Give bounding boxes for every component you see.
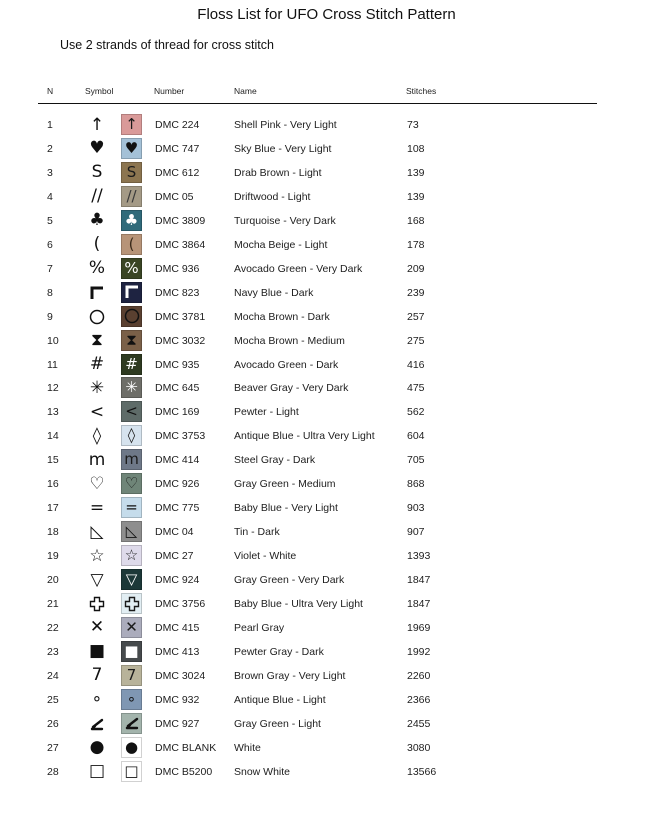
row-number: 15 [47,454,59,467]
color-swatch: ✕ [121,617,142,638]
floss-number: DMC 3032 [155,334,206,347]
row-number: 25 [47,693,59,706]
cross-outline-icon [86,594,108,614]
row-number: 8 [47,286,53,299]
heart-icon: ♥ [89,138,105,159]
table-row [0,448,653,472]
table-row [0,472,653,496]
header-divider [38,103,597,104]
instructions: Use 2 strands of thread for cross stitch [60,38,274,52]
floss-number: DMC 3864 [155,238,206,251]
row-number: 4 [47,190,53,203]
column-header-symbol: Symbol [85,86,114,96]
floss-name: Navy Blue - Dark [234,286,314,299]
row-number: 21 [47,598,59,610]
row-number: 13 [47,406,59,419]
table-row [0,664,653,688]
color-swatch [121,713,142,734]
row-number: 10 [47,334,59,347]
floss-number: DMC 775 [155,502,200,515]
row-number: 5 [47,214,53,227]
stitch-count: 416 [407,358,425,371]
row-number: 20 [47,574,59,587]
color-swatch [121,593,142,614]
stitch-count: 168 [407,214,425,227]
floss-name: Turquoise - Very Dark [234,214,336,227]
less-than-icon: < [89,401,105,422]
percent-icon: % [88,258,106,279]
page-title: Floss List for UFO Cross Stitch Pattern [197,6,456,23]
row-number: 24 [47,669,59,682]
color-swatch: ∘ [121,689,142,710]
color-swatch [121,306,142,327]
hourglass-icon: ⧗ [91,330,103,351]
double-slash-icon: // [91,186,103,207]
stitch-count: 2366 [407,693,431,706]
x-mark-icon: ✕ [89,617,105,638]
floss-name: Drab Brown - Light [234,166,322,179]
floss-name: Mocha Beige - Light [234,238,328,251]
floss-number: DMC 169 [155,406,200,419]
table-row [0,209,653,233]
table-row [0,712,653,736]
filled-circle-icon: ● [89,737,105,758]
color-swatch: = [121,497,142,518]
table-row [0,592,653,616]
stitch-count: 275 [407,334,425,347]
floss-name: Beaver Gray - Very Dark [234,382,349,395]
stitch-count: 868 [407,478,425,491]
row-number: 3 [47,166,53,179]
floss-name: Mocha Brown - Medium [234,334,345,347]
color-swatch: ■ [121,641,142,662]
color-swatch: □ [121,761,142,782]
heart-outline-icon: ♡ [89,473,105,494]
column-header-n: N [47,86,54,96]
floss-name: Gray Green - Very Dark [234,574,345,587]
table-row [0,688,653,712]
row-number: 17 [47,502,59,515]
equals-icon: = [89,497,105,518]
seven-icon: 7 [91,665,103,686]
left-paren-icon: ( [93,234,101,255]
table-row [0,640,653,664]
floss-number: DMC 924 [155,574,200,587]
color-swatch: ✳ [121,377,142,398]
color-swatch: ♣ [121,210,142,231]
floss-number: DMC 935 [155,358,200,371]
column-header-name: Name [234,86,257,96]
small-circle-icon: ∘ [91,689,103,710]
floss-number: DMC 414 [155,454,200,467]
color-swatch [121,282,142,303]
row-number: 12 [47,382,59,395]
stitch-count: 257 [407,310,425,323]
color-swatch: ◺ [121,521,142,542]
stitch-count: 1969 [407,621,431,634]
color-swatch: % [121,258,142,279]
row-number: 9 [47,310,53,323]
row-number: 18 [47,526,59,539]
floss-number: DMC 04 [155,526,194,539]
table-row [0,520,653,544]
square-filled-icon: ■ [88,641,106,662]
column-header-number: Number [154,86,185,96]
table-row [0,616,653,640]
floss-name: Pearl Gray [234,621,285,634]
stitch-count: 1992 [407,645,431,658]
floss-name: Violet - White [234,550,297,563]
row-number: 23 [47,645,59,658]
color-swatch: ♥ [121,138,142,159]
floss-number: DMC 3809 [155,214,206,227]
stitch-count: 1847 [407,574,431,587]
hash-icon: # [89,354,105,374]
stitch-count: 907 [407,526,425,539]
asterisk-icon: ✳ [89,377,105,398]
floss-name: Pewter Gray - Dark [234,645,324,658]
table-row [0,544,653,568]
table-row [0,281,653,305]
floss-number: DMC 27 [155,550,194,563]
color-swatch: ● [121,737,142,758]
color-swatch: ▽ [121,569,142,590]
up-arrow-icon: ↑ [89,114,105,135]
floss-name: Tin - Dark [234,526,280,539]
floss-name: Pewter - Light [234,406,299,419]
floss-number: DMC 224 [155,119,200,131]
color-swatch: 7 [121,665,142,686]
row-number: 6 [47,238,53,251]
floss-number: DMC B5200 [155,765,213,778]
floss-number: DMC 612 [155,166,200,179]
table-row [0,353,653,377]
stitch-count: 239 [407,286,425,299]
stitch-count: 3080 [407,741,431,754]
color-swatch: m [121,449,142,470]
floss-number: DMC 3756 [155,598,206,610]
table-row [0,161,653,185]
table-row [0,305,653,329]
table-row [0,568,653,592]
row-number: 19 [47,550,59,563]
floss-number: DMC 3753 [155,430,206,443]
floss-name: Antique Blue - Ultra Very Light [234,430,375,443]
table-row [0,400,653,424]
square-outline-icon: □ [88,761,106,782]
row-number: 1 [47,119,53,131]
floss-number: DMC 05 [155,190,194,203]
floss-number: DMC 415 [155,621,200,634]
stitch-count: 1393 [407,550,431,563]
floss-number: DMC 823 [155,286,200,299]
floss-name: Mocha Brown - Dark [234,310,330,323]
table-row [0,233,653,257]
floss-name: Shell Pink - Very Light [234,119,337,131]
stitch-count: 178 [407,238,425,251]
diamond-outline-icon: ◊ [92,425,102,446]
color-swatch: ♡ [121,473,142,494]
floss-number: DMC 413 [155,645,200,658]
floss-name: Antique Blue - Light [234,693,326,706]
floss-name: Avocado Green - Very Dark [234,262,363,275]
table-row [0,424,653,448]
stitch-count: 705 [407,454,425,467]
floss-name: Gray Green - Light [234,717,321,730]
floss-name: Gray Green - Medium [234,478,336,491]
stitch-count: 2260 [407,669,431,682]
floss-name: Sky Blue - Very Light [234,142,332,155]
stitch-count: 73 [407,119,419,131]
stitch-count: 108 [407,142,425,155]
stitch-count: 2455 [407,717,431,730]
row-number: 11 [47,358,58,371]
floss-name: Brown Gray - Very Light [234,669,346,682]
floss-number: DMC 926 [155,478,200,491]
club-icon: ♣ [89,210,105,231]
column-header-stitches: Stitches [406,86,437,96]
check-stroke-icon [86,714,108,734]
row-number: 14 [47,430,59,443]
table-row [0,760,653,784]
stitch-count: 475 [407,382,425,395]
floss-name: Steel Gray - Dark [234,454,316,467]
star-outline-icon: ☆ [89,545,105,566]
stitch-count: 209 [407,262,425,275]
stitch-count: 13566 [407,765,437,778]
stitch-count: 604 [407,430,425,443]
table-row [0,257,653,281]
color-swatch: ↑ [121,114,142,135]
table-row [0,736,653,760]
color-swatch: # [121,354,142,375]
color-swatch: S [121,162,142,183]
floss-number: DMC BLANK [155,741,217,754]
row-number: 27 [47,741,59,754]
row-number: 22 [47,621,59,634]
table-row [0,185,653,209]
letter-s-icon: S [91,162,103,183]
floss-name: Driftwood - Light [234,190,311,203]
stitch-count: 1847 [407,598,431,610]
color-swatch: ( [121,234,142,255]
table-row [0,329,653,353]
floss-number: DMC 645 [155,382,200,395]
stitch-count: 139 [407,166,425,179]
floss-number: DMC 936 [155,262,200,275]
floss-number: DMC 927 [155,717,200,730]
stitch-count: 562 [407,406,425,419]
row-number: 2 [47,142,53,155]
letter-m-icon: m [88,449,106,470]
color-swatch: // [121,186,142,207]
table-row [0,113,653,137]
floss-name: Snow White [234,765,291,778]
floss-name: White [234,741,261,754]
floss-name: Avocado Green - Dark [234,358,339,371]
color-swatch: ⧗ [121,330,142,351]
row-number: 26 [47,717,59,730]
row-number: 28 [47,765,59,778]
table-row [0,496,653,520]
floss-number: DMC 3781 [155,310,206,323]
corner-icon [86,283,108,303]
floss-number: DMC 747 [155,142,200,155]
floss-number: DMC 3024 [155,669,206,682]
table-row [0,137,653,161]
floss-name: Baby Blue - Very Light [234,502,338,515]
row-number: 16 [47,478,59,491]
stitch-count: 139 [407,190,425,203]
right-triangle-icon: ◺ [90,521,104,542]
color-swatch: ◊ [121,425,142,446]
stitch-count: 903 [407,502,425,515]
row-number: 7 [47,262,53,275]
floss-name: Baby Blue - Ultra Very Light [234,598,363,610]
table-row [0,376,653,400]
down-triangle-icon: ▽ [90,569,104,590]
color-swatch: < [121,401,142,422]
circle-outline-icon [86,307,108,327]
color-swatch: ☆ [121,545,142,566]
floss-number: DMC 932 [155,693,200,706]
